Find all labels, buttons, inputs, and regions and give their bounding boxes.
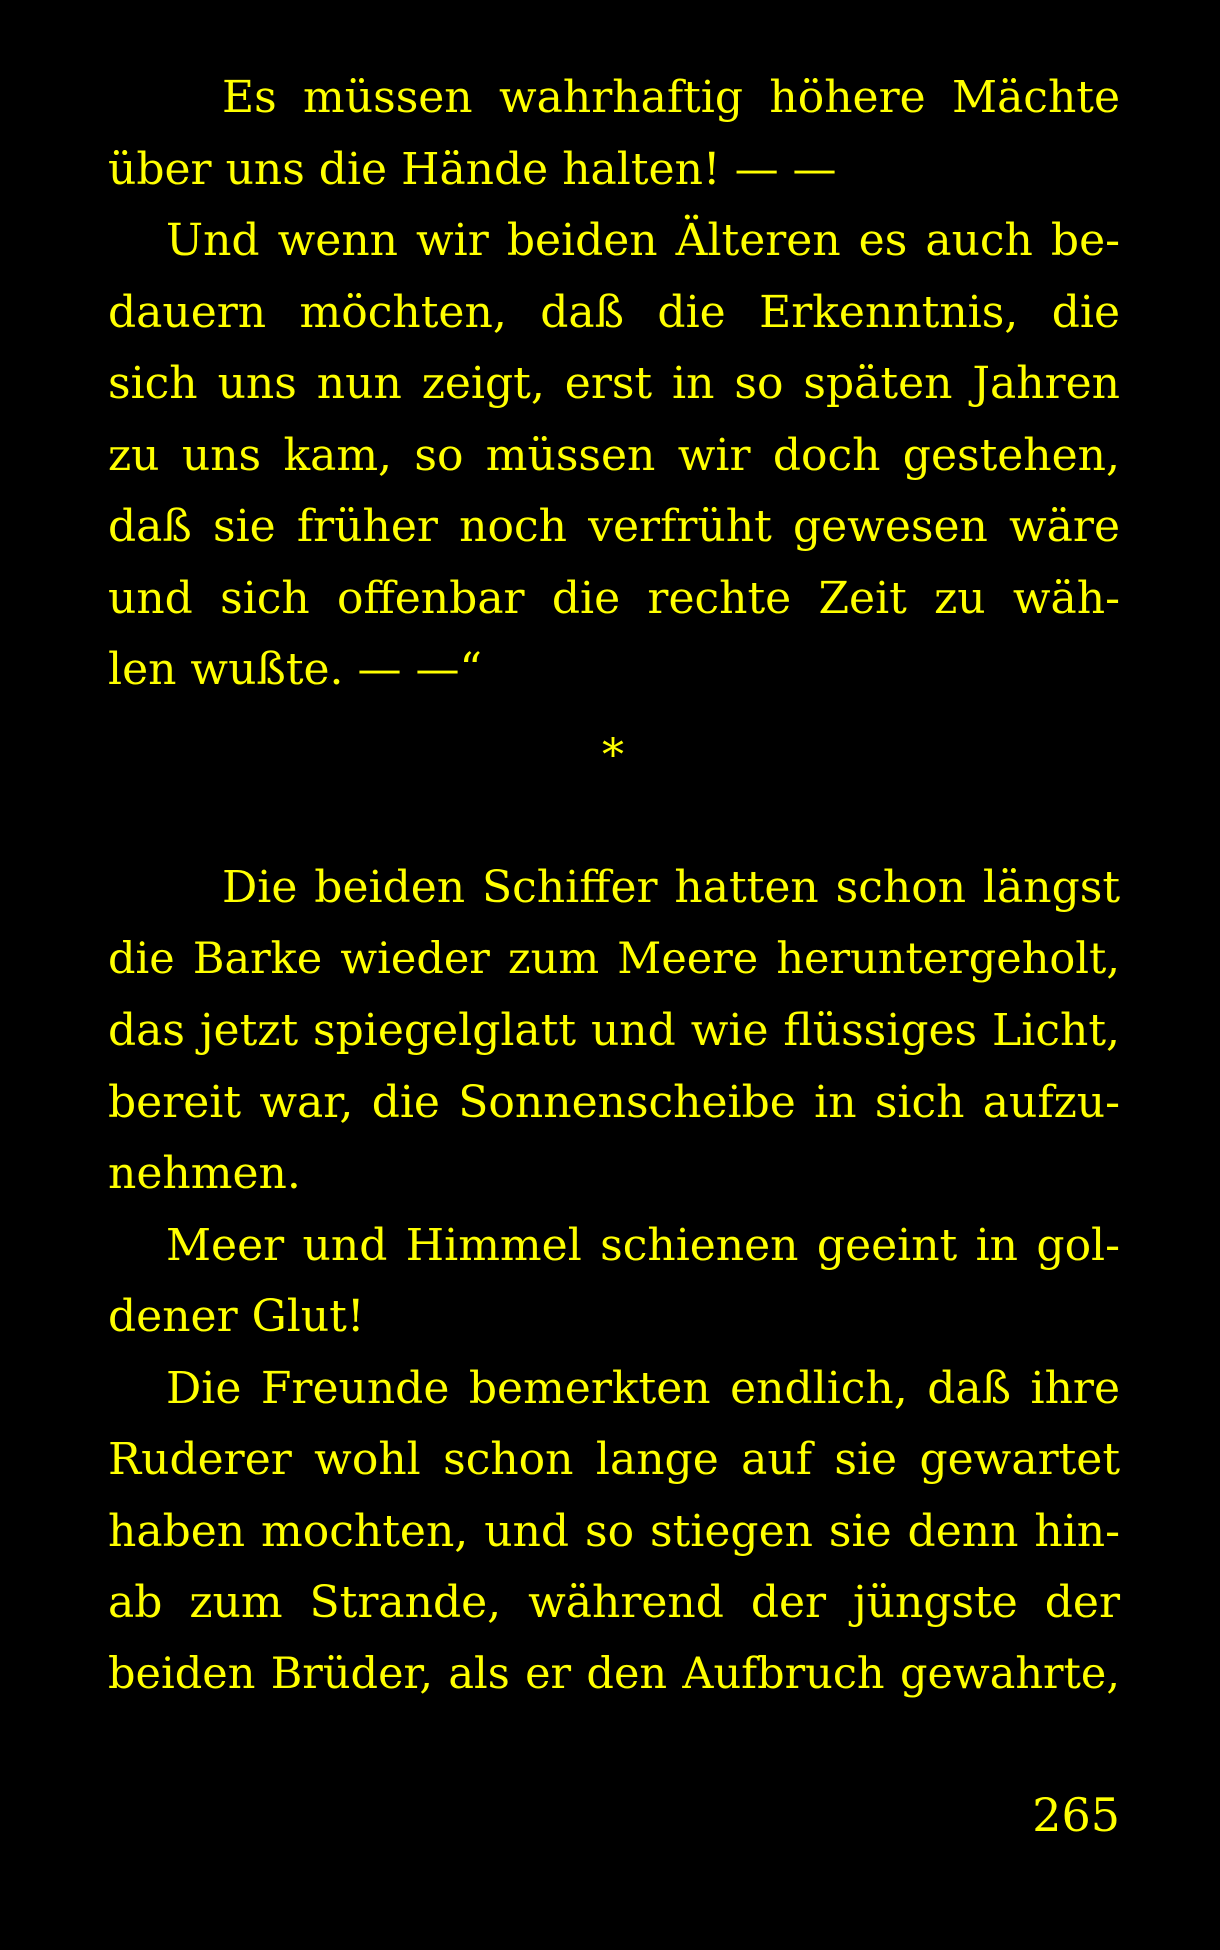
text-line: Ruderer wohl schon lange auf sie gewartet — [108, 1434, 1120, 1485]
text-line: sich uns nun zeigt, erst in so späten Jahren — [108, 358, 1120, 409]
text-line: nehmen. — [108, 1148, 301, 1199]
text-line: über uns die Hände halten! — — — [108, 143, 837, 195]
text-line: Die beiden Schiffer hatten schon längst — [222, 862, 1120, 913]
text-line: haben mochten, und so stiegen sie denn hin- — [108, 1505, 1120, 1557]
text-line: bereit war, die Sonnenscheibe in sich aufzu- — [108, 1076, 1120, 1128]
text-line: zu uns kam, so müssen wir doch gestehen, — [108, 429, 1120, 481]
text-block-bottom — [108, 852, 1120, 1710]
text-block-top — [108, 62, 1120, 706]
text-line: beiden Brüder, als er den Aufbruch gewahrte, — [108, 1648, 1120, 1699]
page-number: 265 — [1032, 1788, 1120, 1842]
text-line: dauern möchten, daß die Erkenntnis, die — [108, 286, 1120, 338]
text-line: und sich offenbar die rechte Zeit zu wäh- — [108, 572, 1120, 624]
text-line: daß sie früher noch verfrüht gewesen wäre — [108, 501, 1120, 552]
text-line: Und wenn wir beiden Älteren es auch be- — [166, 215, 1120, 266]
text-line: Es müssen wahrhaftig höhere Mächte — [222, 72, 1120, 123]
section-separator: * — [602, 730, 624, 781]
text-line: das jetzt spiegelglatt und wie flüssiges Licht, — [108, 1005, 1120, 1056]
text-line: Meer und Himmel schienen geeint in gol- — [166, 1219, 1120, 1271]
text-line: len wußte. — —“ — [108, 644, 482, 695]
text-line: die Barke wieder zum Meere heruntergeholt, — [108, 933, 1120, 984]
text-line: Die Freunde bemerkten endlich, daß ihre — [166, 1362, 1120, 1414]
text-line: ab zum Strande, während der jüngste der — [108, 1577, 1120, 1628]
text-line: dener Glut! — [108, 1291, 365, 1342]
